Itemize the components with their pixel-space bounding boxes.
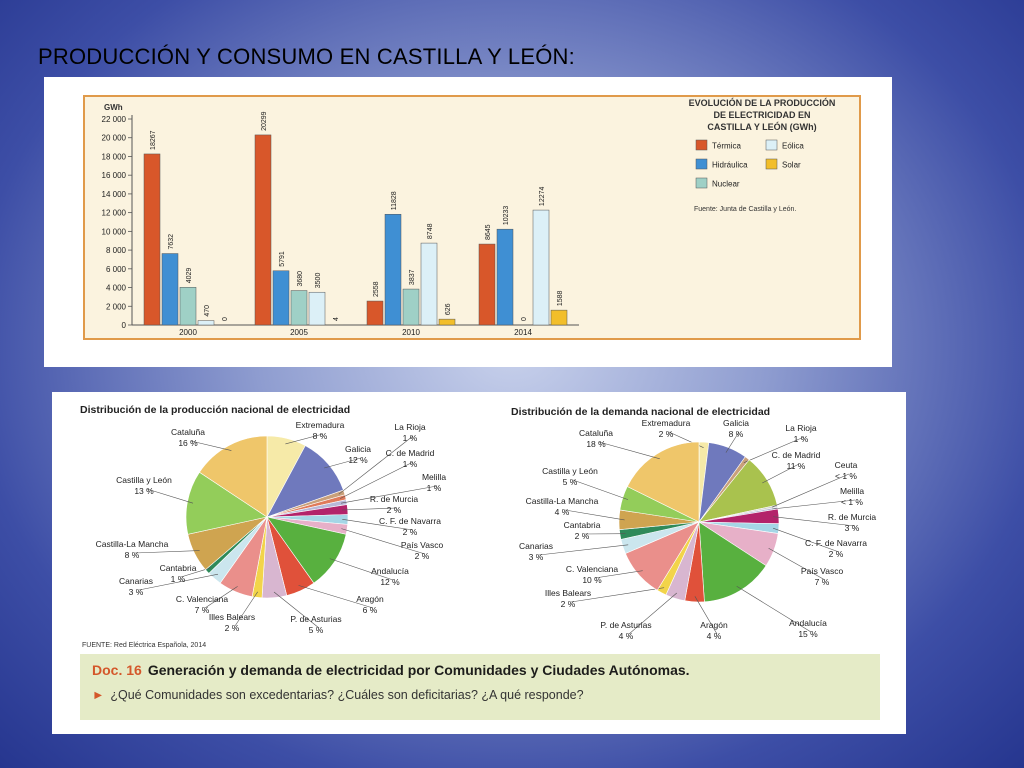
bar-eolica-2000 xyxy=(198,321,214,325)
pie-label: Extremadura xyxy=(641,418,691,428)
pie-pct-label: 15 % xyxy=(798,629,818,639)
arrow-right-icon: ► xyxy=(92,688,105,702)
pie-pct-label: 5 % xyxy=(562,477,578,487)
pie-label: Galicia xyxy=(723,418,749,428)
pie-charts xyxy=(52,392,906,654)
bar-value-label: 2558 xyxy=(373,281,380,298)
pie-label: C. de Madrid xyxy=(385,448,435,458)
bar-value-label: 8748 xyxy=(427,223,434,240)
pie-label: R. de Murcia xyxy=(369,494,419,504)
y-tick-label: 22 000 xyxy=(101,115,126,124)
bar-value-label: 4 xyxy=(333,317,340,321)
pie-label: Melilla xyxy=(839,486,865,496)
pie-title: Distribución de la demanda nacional de electricidad xyxy=(511,406,771,418)
pie-label: R. de Murcia xyxy=(827,512,877,522)
y-tick-label: 18 000 xyxy=(101,152,126,162)
pie-label: P. de Asturias xyxy=(600,620,652,630)
pie-pct-label: 13 % xyxy=(134,486,154,496)
pie-pct-label: 3 % xyxy=(844,523,860,533)
bar-value-label: 3837 xyxy=(409,269,416,286)
pie-pct-label: < 1 % xyxy=(841,497,863,507)
bar-chart-title: DE ELECTRICIDAD EN xyxy=(713,110,811,120)
pie-label: Cantabria xyxy=(563,520,601,530)
bar-chart-source: Fuente: Junta de Castilla y León. xyxy=(694,206,797,213)
pie-pct-label: 2 % xyxy=(402,527,418,537)
leader-line xyxy=(135,551,200,553)
doc-caption xyxy=(80,654,880,720)
pie-label: Castilla-La Mancha xyxy=(525,496,599,506)
pie-label: Canarias xyxy=(518,541,554,551)
pie-label: Illes Balears xyxy=(544,588,592,598)
pie-pct-label: 1 % xyxy=(426,483,442,493)
pie-label: P. de Asturias xyxy=(290,614,342,624)
pie-pct-label: 2 % xyxy=(224,623,240,633)
bar-value-label: 4029 xyxy=(186,267,193,284)
pie-label: Galicia xyxy=(345,444,371,454)
y-tick-label: 6 000 xyxy=(105,264,126,274)
pie-label: Canarias xyxy=(118,576,154,586)
bar-chart-title: EVOLUCIÓN DE LA PRODUCCIÓN xyxy=(688,98,836,108)
pie-title: Distribución de la producción nacional de electricidad xyxy=(80,404,351,416)
y-tick-label: 4 000 xyxy=(105,283,126,293)
y-tick-label: 12 000 xyxy=(101,208,126,218)
pie-label: Illes Balears xyxy=(208,612,256,622)
x-tick-label: 2010 xyxy=(402,328,420,337)
bar-value-label: 0 xyxy=(222,317,229,321)
legend-label: Nuclear xyxy=(712,179,740,189)
pie-pct-label: 1 % xyxy=(402,433,418,443)
pie-label: C. de Madrid xyxy=(771,450,821,460)
pie-pct-label: 8 % xyxy=(124,550,140,560)
bar-value-label: 0 xyxy=(521,317,528,321)
y-tick-label: 16 000 xyxy=(101,171,126,181)
pie-pct-label: 4 % xyxy=(618,631,634,641)
pie-pct-label: 10 % xyxy=(582,575,602,585)
pie-label: País Vasco xyxy=(400,540,444,550)
pie-label: La Rioja xyxy=(785,423,817,433)
pie-pct-label: 1 % xyxy=(793,434,809,444)
pie-pct-label: 1 % xyxy=(402,459,418,469)
pie-label: Ceuta xyxy=(834,460,858,470)
legend-label: Térmica xyxy=(712,141,741,151)
pie-label: Andalucía xyxy=(789,618,827,628)
pie-pct-label: 3 % xyxy=(128,587,144,597)
legend-label: Hidráulica xyxy=(712,160,748,170)
bar-value-label: 3500 xyxy=(315,272,322,289)
chart-frame xyxy=(84,96,860,339)
pie-label: La Rioja xyxy=(394,422,426,432)
y-tick-label: 14 000 xyxy=(101,189,126,199)
pie-label: Cataluña xyxy=(170,427,206,437)
pie-label: Castilla y León xyxy=(542,466,598,476)
pie-pct-label: 6 % xyxy=(362,605,378,615)
y-axis-label: GWh xyxy=(104,103,123,112)
slide-title: PRODUCCIÓN Y CONSUMO EN CASTILLA Y LEÓN: xyxy=(38,44,575,69)
pie-pct-label: 2 % xyxy=(560,599,576,609)
pie-pct-label: 4 % xyxy=(706,631,722,641)
pie-label: País Vasco xyxy=(800,566,844,576)
bar-hidraulica-2000 xyxy=(162,254,178,325)
y-tick-label: 20 000 xyxy=(101,133,126,143)
pie-pct-label: 3 % xyxy=(528,552,544,562)
legend-swatch-eolica xyxy=(766,140,777,150)
y-tick-label: 8 000 xyxy=(105,246,126,256)
pie-label: Cataluña xyxy=(578,428,614,438)
doc-question: ¿Qué Comunidades son excedentarias? ¿Cuáles son deficitarias? ¿A qué responde? xyxy=(110,688,584,702)
bar-value-label: 8645 xyxy=(485,224,492,241)
pie-pct-label: 2 % xyxy=(574,531,590,541)
bar-hidraulica-2010 xyxy=(385,214,401,325)
bar-termica-2005 xyxy=(255,135,271,325)
pie-pct-label: 2 % xyxy=(386,505,402,515)
pie-pct-label: 7 % xyxy=(814,577,830,587)
pie-pct-label: 11 % xyxy=(786,461,806,471)
pie-pct-label: 5 % xyxy=(308,625,324,635)
leader-line xyxy=(599,442,660,459)
pie-label: C. Valenciana xyxy=(175,594,229,604)
bar-chart-title: CASTILLA Y LEÓN (GWh) xyxy=(707,122,817,132)
bar-chart-panel xyxy=(44,77,892,367)
pie-pct-label: 16 % xyxy=(178,438,198,448)
leader-line xyxy=(565,510,625,520)
x-tick-label: 2000 xyxy=(179,328,197,337)
bar-chart xyxy=(44,77,892,367)
bar-termica-2000 xyxy=(144,154,160,325)
bar-solar-2014 xyxy=(551,310,567,325)
bar-termica-2014 xyxy=(479,244,495,325)
leader-line xyxy=(147,489,193,503)
pie-pct-label: 8 % xyxy=(728,429,744,439)
pie-label: Melilla xyxy=(421,472,447,482)
pie-pct-label: 18 % xyxy=(586,439,606,449)
pie-label: C. Valenciana xyxy=(565,564,619,574)
pie-charts-panel xyxy=(52,392,906,734)
legend-label: Eólica xyxy=(782,141,804,151)
pie-label: Castilla-La Mancha xyxy=(95,539,169,549)
bar-nuclear-2000 xyxy=(180,287,196,325)
pie-label: Castilla y León xyxy=(116,475,172,485)
pie-pct-label: 2 % xyxy=(414,551,430,561)
pie-label: C. F. de Navarra xyxy=(805,538,867,548)
bar-hidraulica-2005 xyxy=(273,271,289,325)
y-tick-label: 2 000 xyxy=(105,302,126,312)
bar-value-label: 11828 xyxy=(391,191,398,211)
pie-label: Aragón xyxy=(700,620,728,630)
pie-pct-label: 8 % xyxy=(312,431,328,441)
legend-swatch-termica xyxy=(696,140,707,150)
legend-swatch-solar xyxy=(766,159,777,169)
bar-eolica-2014 xyxy=(533,210,549,325)
bar-hidraulica-2014 xyxy=(497,229,513,325)
bar-value-label: 1588 xyxy=(557,290,564,307)
bar-solar-2010 xyxy=(439,319,455,325)
legend-swatch-nuclear xyxy=(696,178,707,188)
bar-value-label: 10233 xyxy=(503,205,510,226)
pie-pct-label: 2 % xyxy=(828,549,844,559)
doc-question-line xyxy=(92,688,584,702)
pie-pct-label: 4 % xyxy=(554,507,570,517)
doc-title: Generación y demanda de electricidad por Comunidades y Ciudades Autónomas. xyxy=(147,662,690,678)
bar-value-label: 12274 xyxy=(539,186,546,207)
bar-value-label: 7632 xyxy=(168,233,175,250)
bar-eolica-2005 xyxy=(309,292,325,325)
pie-source: FUENTE: Red Eléctrica Española, 2014 xyxy=(82,642,207,649)
bar-value-label: 5791 xyxy=(279,251,286,267)
doc-title-line xyxy=(92,662,690,678)
doc-number: Doc. 16 xyxy=(92,662,142,678)
bar-value-label: 3680 xyxy=(297,270,304,287)
pie-label: Andalucía xyxy=(371,566,409,576)
x-tick-label: 2014 xyxy=(514,328,532,337)
pie-label: C. F. de Navarra xyxy=(379,516,441,526)
pie-pct-label: 1 % xyxy=(170,574,186,584)
pie-pct-label: 7 % xyxy=(194,605,210,615)
pie-pct-label: 12 % xyxy=(380,577,400,587)
bar-value-label: 470 xyxy=(204,304,211,317)
pie-label: Aragón xyxy=(356,594,384,604)
bar-eolica-2010 xyxy=(421,243,437,325)
y-tick-label: 10 000 xyxy=(101,227,126,237)
legend-label: Solar xyxy=(782,160,801,170)
bar-value-label: 20299 xyxy=(261,111,268,131)
bar-value-label: 18267 xyxy=(150,130,157,150)
bar-nuclear-2010 xyxy=(403,289,419,325)
bar-value-label: 626 xyxy=(445,303,452,316)
legend-swatch-hidraulica xyxy=(696,159,707,169)
pie-pct-label: 2 % xyxy=(658,429,674,439)
pie-label: Cantabria xyxy=(159,563,197,573)
y-tick-label: 0 xyxy=(121,321,126,330)
bar-nuclear-2005 xyxy=(291,291,307,325)
pie-pct-label: < 1 % xyxy=(835,471,857,481)
pie-label: Extremadura xyxy=(295,420,345,430)
bar-termica-2010 xyxy=(367,301,383,325)
pie-pct-label: 12 % xyxy=(348,455,368,465)
x-tick-label: 2005 xyxy=(290,328,308,337)
